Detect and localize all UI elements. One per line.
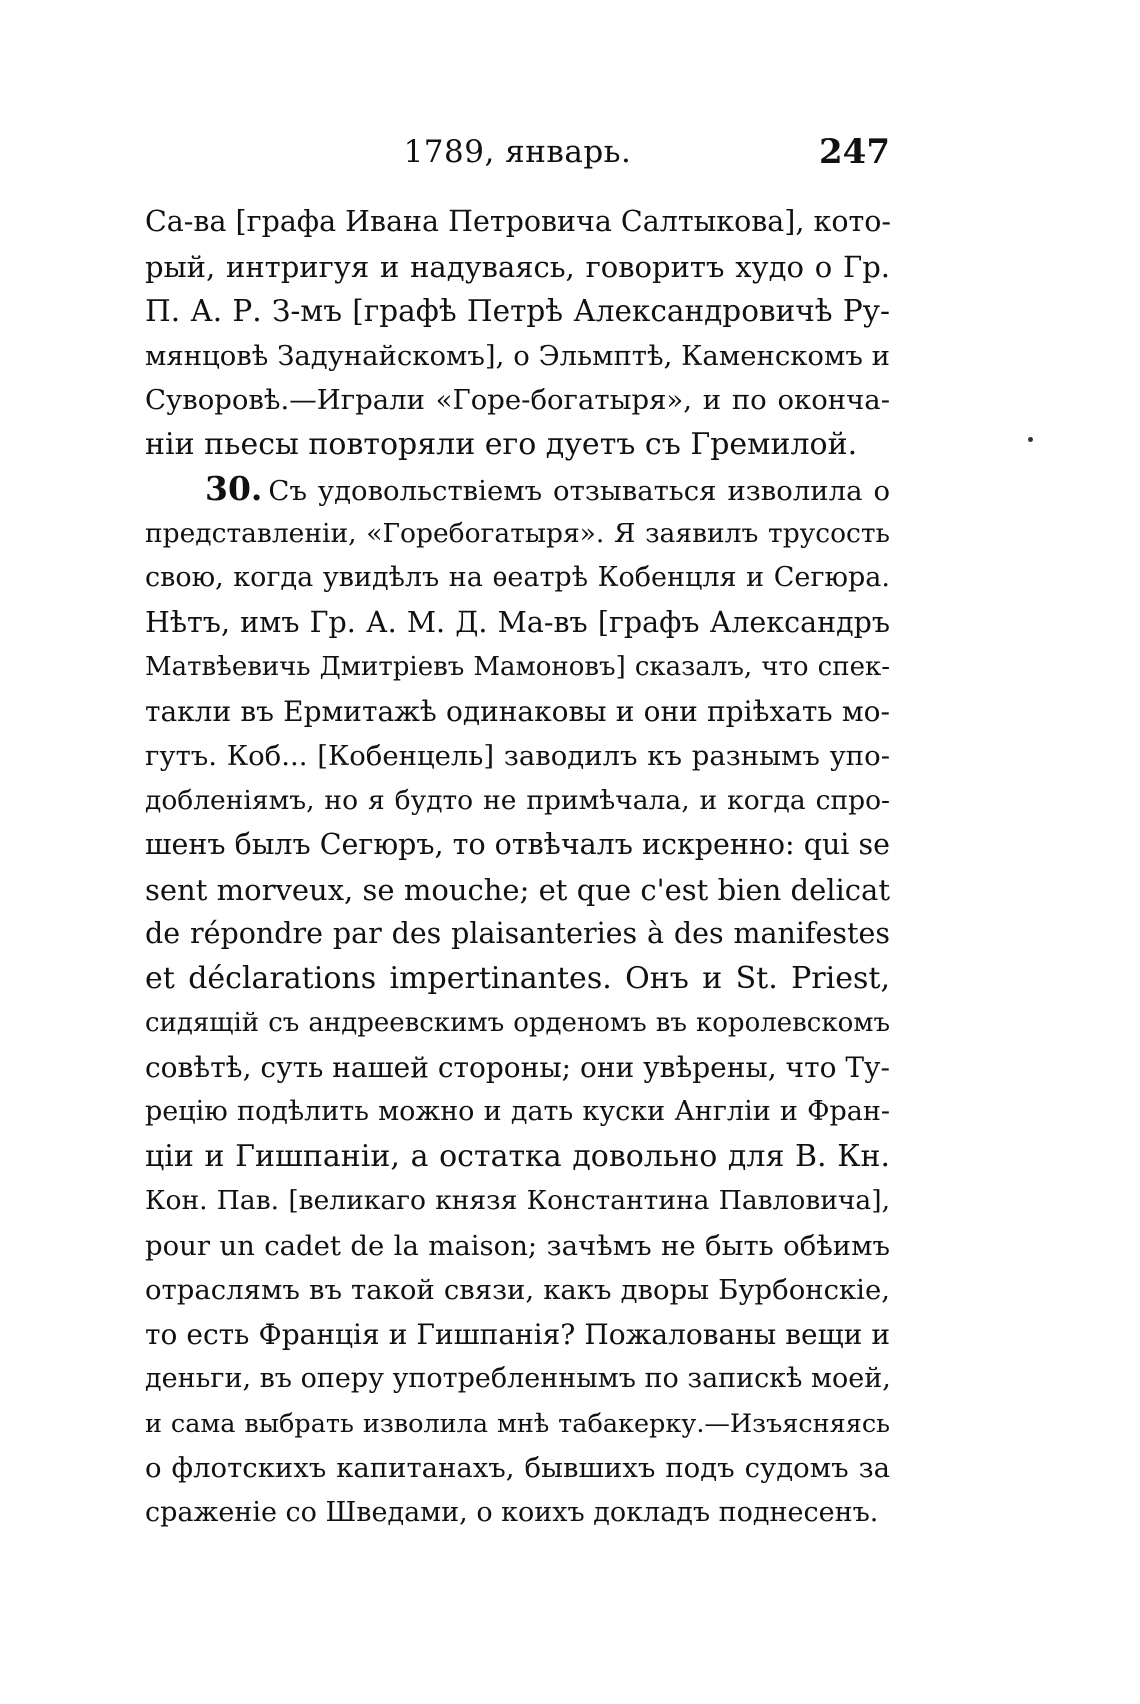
entry-number: 30. [205,469,263,508]
running-title: 1789, январь. [403,134,632,170]
text-line: рый, интригуя и надуваясь, говоритъ худо о Гр. [145,249,890,284]
text-line: et déclarations impertinantes. Онъ и St. Priest, [145,960,890,996]
text-line: совѣтѣ, суть нашей стороны; они увѣрены, что Ту- [145,1050,890,1084]
text-line: сидящій съ андреевскимъ орденомъ въ королевскомъ [145,1008,890,1038]
text-line: и сама выбрать изволила мнѣ табакерку.—Изъясняясь [145,1408,890,1439]
text-line: о флотскихъ капитанахъ, бывшихъ подъ судомъ за [145,1452,890,1484]
text-line: pour un cadet de la maison; зачѣмъ не быть обѣимъ [145,1229,890,1262]
text-line: гутъ. Коб... [Кобенцель] заводилъ къ разнымъ упо- [145,740,890,772]
print-speck [1028,437,1033,442]
text-line: ніи пьесы повторяли его дуетъ съ Гремилой. [145,426,858,462]
text-line: представленіи, «Горебогатыря». Я заявилъ трусость [145,517,890,549]
text-line: шенъ былъ Сегюръ, то отвѣчалъ искренно: qui se [145,828,890,861]
text-line: такли въ Ермитажѣ одинаковы и они пріѣхать мо- [145,694,890,728]
text-line: деньги, въ оперу употребленнымъ по запискѣ моей, [145,1363,891,1394]
body-text [145,200,890,1535]
running-head [145,130,890,174]
text-line: Кон. Пав. [великаго князя Константина Павловича], [145,1185,890,1216]
text-line: Суворовѣ.—Играли «Горе-богатыря», и по окончa- [145,384,890,416]
page-number: 247 [819,132,890,172]
text-line: sent morveux, se mouche; et que c'est bien delicat [145,872,890,907]
text-line: то есть Францiя и Гишпанія? Пожалованы вещи и [145,1317,890,1351]
text-line-first [145,467,890,512]
text-line: отраслямъ въ такой связи, какъ дворы Бурбонскіе, [145,1274,890,1306]
text-line: Са-ва [графа Ивана Петровича Салтыкова], кото- [145,205,892,238]
text-line: Матвѣевичь Дмитріевъ Мамоновъ] сказалъ, что спек- [145,652,890,682]
text-line: рецію подѣлить можно и дать куски Англіи и Фран- [145,1096,890,1127]
text-line: мянцовѣ Задунайскомъ], о Эльмптѣ, Каменскомъ и [145,339,890,372]
text-line: свою, когда увидѣлъ на ѳеатрѣ Кобенцля и Сегюра. [145,562,890,593]
paragraph-entry-30 [145,467,890,1535]
text-line: сраженіе со Шведами, о коихъ докладъ поднесенъ. [145,1496,879,1528]
text-line: de répondre par des plaisanteries à des manifestes [145,917,890,950]
text-line-content: Съ удовольствіемъ отзываться изволила о [268,475,890,507]
text-line: Нѣтъ, имъ Гр. А. М. Д. Ма-въ [графъ Александръ [145,605,890,639]
text-line: ціи и Гишпаніи, а остатка довольно для В. Кн. [145,1138,890,1174]
paragraph-continuation [145,200,890,467]
text-line: добленіямъ, но я будто не примѣчала, и когда спро- [145,784,890,816]
text-line: П. А. Р. З-мъ [графѣ Петрѣ Александровичѣ Ру- [145,294,890,328]
